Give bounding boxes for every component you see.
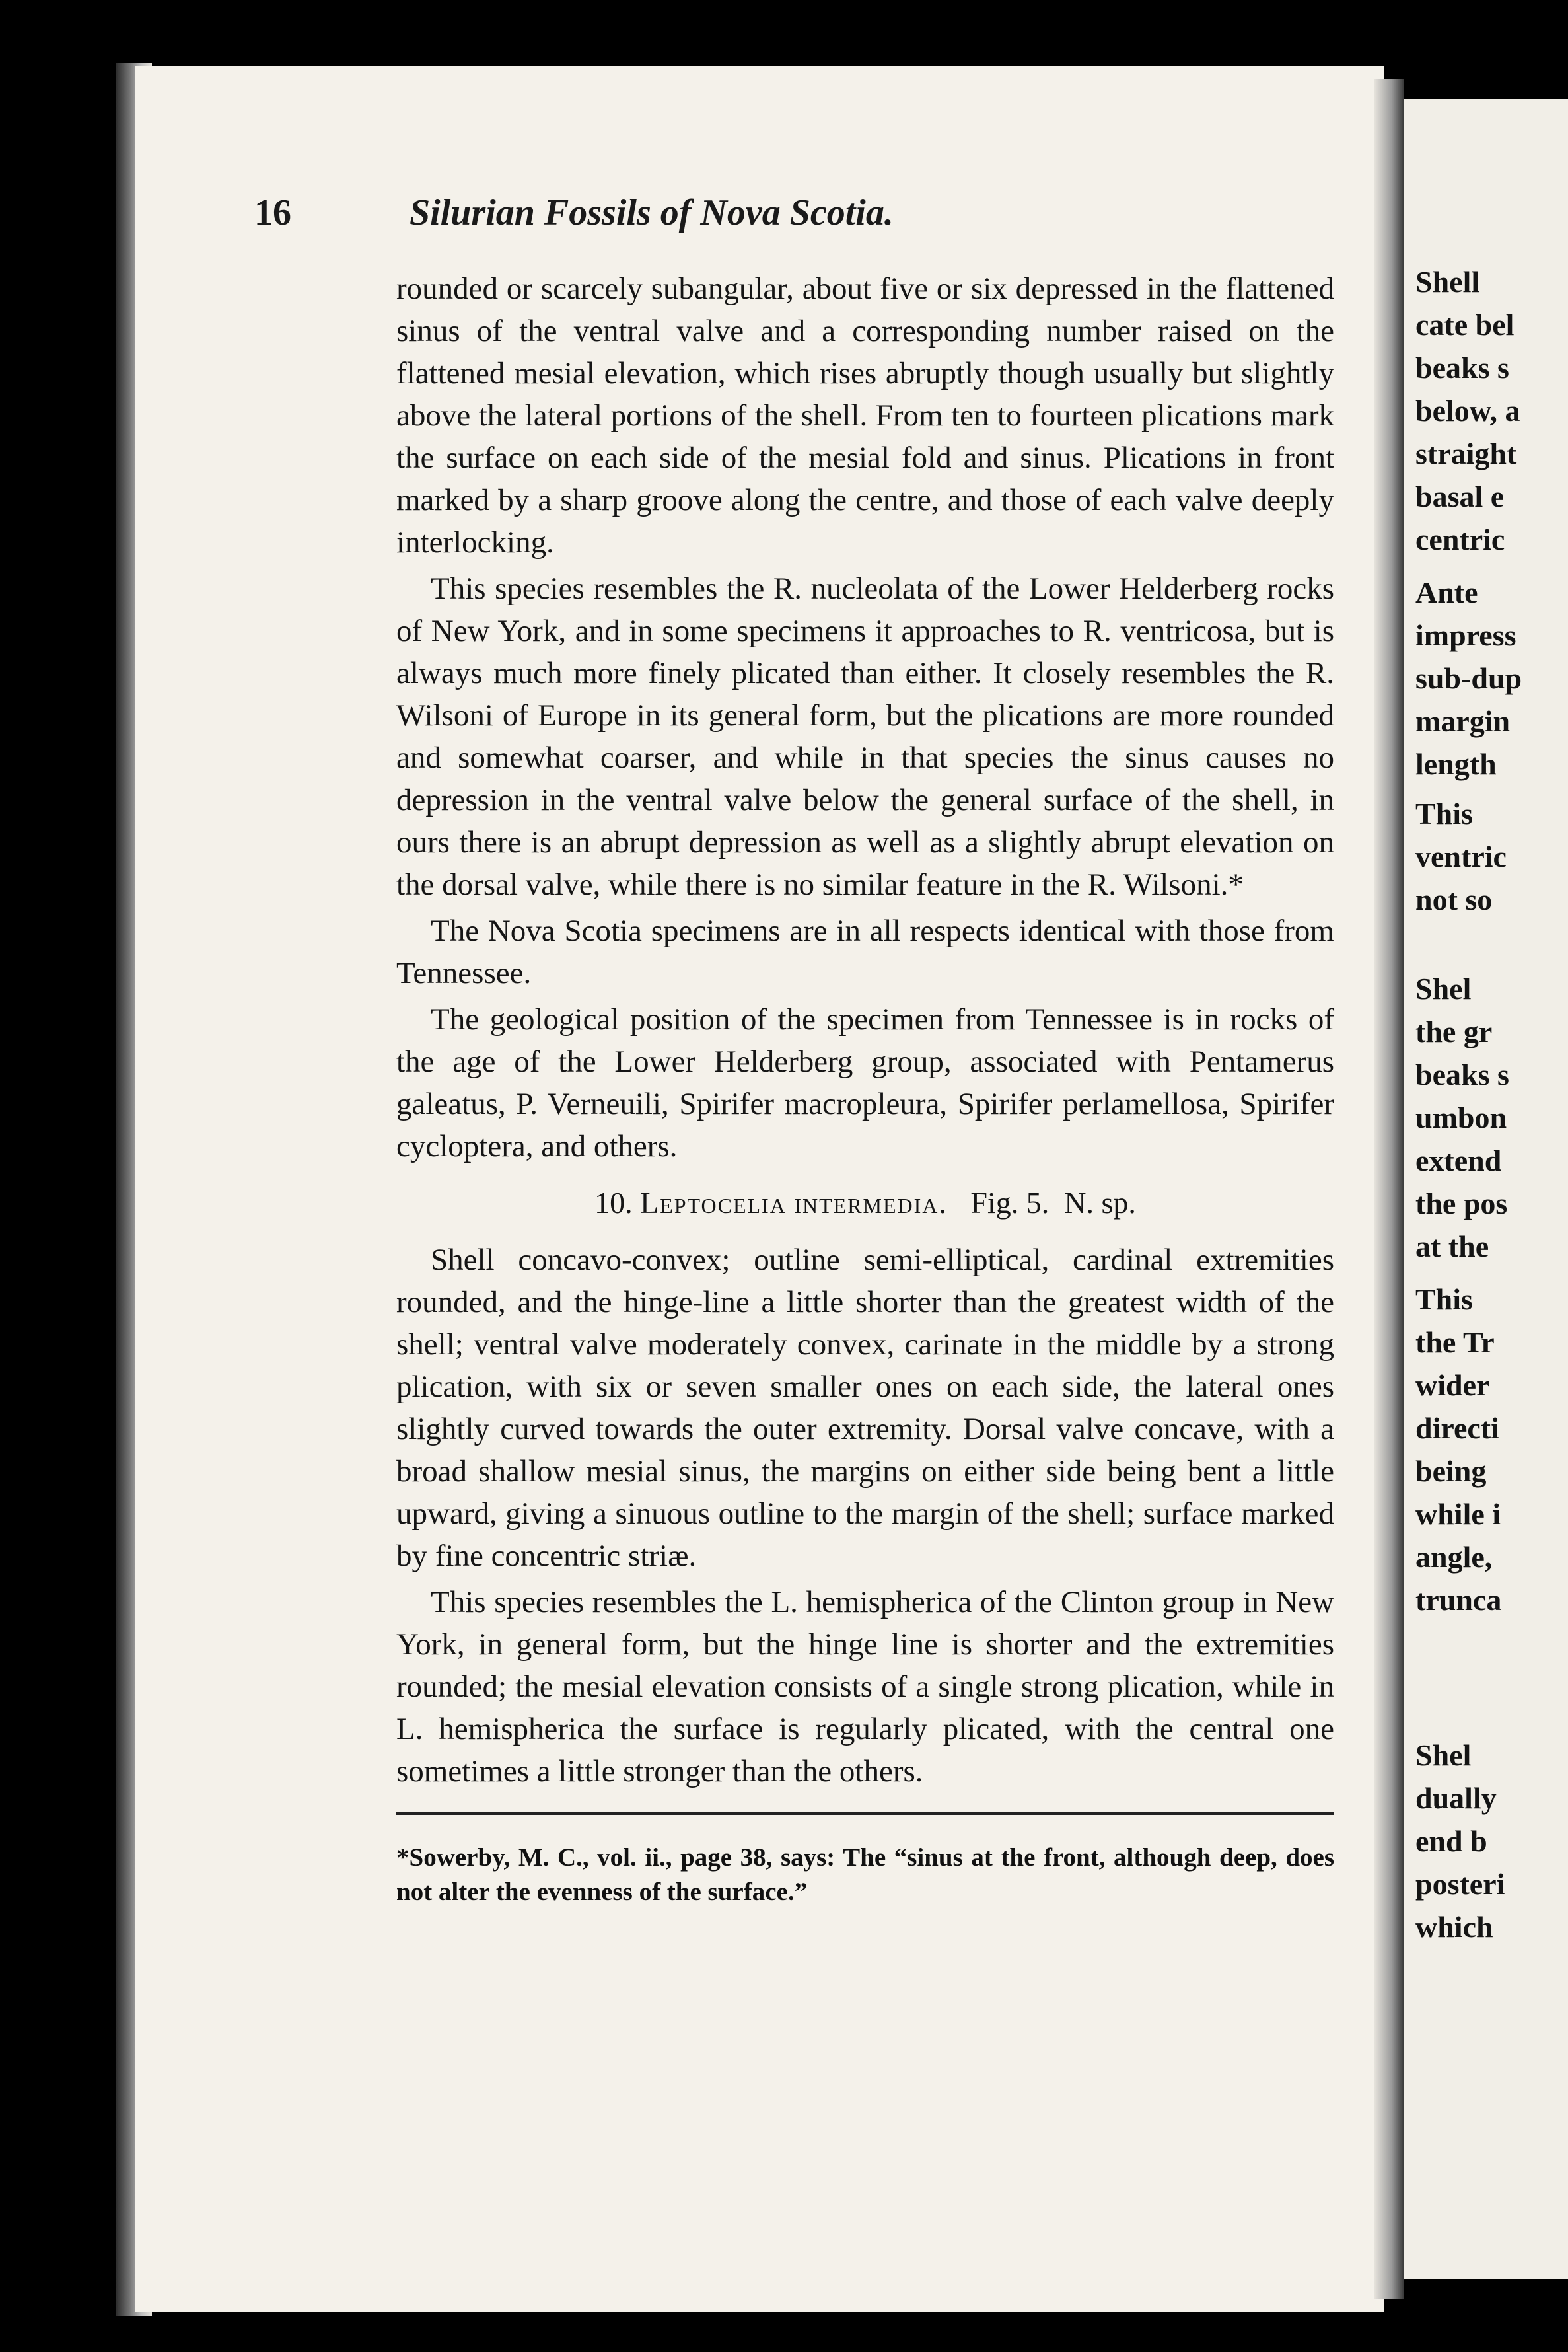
facing-page-line: Ante xyxy=(1415,575,1478,609)
facing-page-line: This xyxy=(1415,797,1473,830)
footnote-rule xyxy=(396,1812,1334,1815)
facing-page-line: trunca xyxy=(1415,1583,1502,1617)
facing-page-line: beaks s xyxy=(1415,351,1509,385)
paragraph-1: rounded or scarcely subangular, about five or six depressed in the flattened sinus of the ventral valve and a corresponding number raised on the flattened mesial elevation, which rises abruptly though usually but slightly above the lateral portions of the shell. From ten to fourteen plications mark the surface on each side of the mesial fold and sinus. Plications in front marked by a sharp groove along the centre, and those of each valve deeply interlocking. xyxy=(396,272,1334,560)
paragraph-3: The Nova Scotia specimens are in all respects identical with those from Tennessee. xyxy=(396,914,1334,990)
page-body xyxy=(396,268,1334,1935)
section-species: intermedia. xyxy=(794,1186,948,1220)
facing-page-line: the Tr xyxy=(1415,1325,1495,1359)
facing-page-line: being xyxy=(1415,1454,1487,1488)
facing-page-line: centric xyxy=(1415,523,1505,556)
section-figure: Fig. 5. xyxy=(970,1186,1050,1220)
facing-page-line: extend xyxy=(1415,1144,1502,1177)
section-genus: Leptocelia xyxy=(640,1186,787,1220)
facing-page-line: beaks s xyxy=(1415,1058,1509,1091)
facing-page-line: basal e xyxy=(1415,480,1505,513)
section-status: N. sp. xyxy=(1064,1186,1136,1220)
page-edge-shadow xyxy=(1374,79,1404,2299)
facing-page-line: angle, xyxy=(1415,1540,1493,1574)
facing-page-line: while i xyxy=(1415,1497,1501,1531)
facing-page-line: end b xyxy=(1415,1824,1487,1858)
footnote: *Sowerby, M. C., vol. ii., page 38, says: The “sinus at the front, although deep, does not alter the evenness of the surface.” xyxy=(396,1843,1334,1906)
paragraph-5: Shell concavo-convex; outline semi-elliptical, cardinal extremities rounded, and the hinge-line a little shorter than the greatest width of the shell; ventral valve moderately convex, carinate in the middle by a strong plication, with six or seven smaller ones on each side, the lateral ones slightly curved towards the outer extremity. Dorsal valve concave, with a broad shallow mesial sinus, the margins on either side being bent a little upward, giving a sinuous outline to the margin of the shell; surface marked by fine concentric striæ. xyxy=(396,1243,1334,1573)
facing-page-line: ventric xyxy=(1415,840,1507,873)
facing-page-line: umbon xyxy=(1415,1101,1507,1134)
facing-page-line: below, a xyxy=(1415,394,1520,427)
facing-page-line: directi xyxy=(1415,1411,1499,1445)
facing-page-line: the pos xyxy=(1415,1187,1508,1220)
running-head: Silurian Fossils of Nova Scotia. xyxy=(410,192,894,233)
facing-page-line: Shel xyxy=(1415,972,1472,1006)
facing-page-line: which xyxy=(1415,1910,1493,1944)
facing-page-line: posteri xyxy=(1415,1867,1505,1901)
paragraph-4: The geological position of the specimen from Tennessee is in rocks of the age of the Lower Helderberg group, associated with Pentamerus galeatus, P. Verneuili, Spirifer macropleura, Spirifer perlamellosa, Spirifer cycloptera, and others. xyxy=(396,1002,1334,1163)
facing-page-line: straight xyxy=(1415,437,1517,470)
facing-page-line: not so xyxy=(1415,883,1493,916)
facing-page-line: Shell xyxy=(1415,265,1480,299)
facing-page-line: the gr xyxy=(1415,1015,1493,1048)
facing-page-line: length xyxy=(1415,747,1497,781)
facing-page-line: dually xyxy=(1415,1781,1497,1815)
facing-page-fragment xyxy=(1404,99,1568,2279)
facing-page-line: at the xyxy=(1415,1230,1489,1263)
facing-page-line: cate bel xyxy=(1415,308,1515,342)
facing-page-line: sub-dup xyxy=(1415,661,1522,695)
section-heading xyxy=(396,1182,1334,1224)
facing-page-line: This xyxy=(1415,1282,1473,1316)
facing-page-line: Shel xyxy=(1415,1738,1472,1772)
facing-page-line: wider xyxy=(1415,1368,1490,1402)
paragraph-6: This species resembles the L. hemispherica of the Clinton group in New York, in general form, but the hinge line is shorter and the extremities rounded; the mesial elevation consists of a single strong plication, while in L. hemispherica the surface is regularly plicated, with the central one sometimes a little stronger than the others. xyxy=(396,1585,1334,1788)
facing-page-line: impress xyxy=(1415,618,1516,652)
facing-page-line: margin xyxy=(1415,704,1511,738)
section-number: 10. xyxy=(594,1186,633,1220)
page-number: 16 xyxy=(254,192,291,233)
paragraph-2: This species resembles the R. nucleolata of the Lower Helderberg rocks of New York, and in some specimens it approaches to R. ventricosa, but is always much more finely plicated than either. It closely resembles the R. Wilsoni of Europe in its general form, but the plications are more rounded and somewhat coarser, and while in that species the sinus causes no depression in the ventral valve below the general surface of the shell, in ours there is an abrupt depression as well as a slightly abrupt elevation on the dorsal valve, while there is no similar feature in the R. Wilsoni.* xyxy=(396,571,1334,902)
